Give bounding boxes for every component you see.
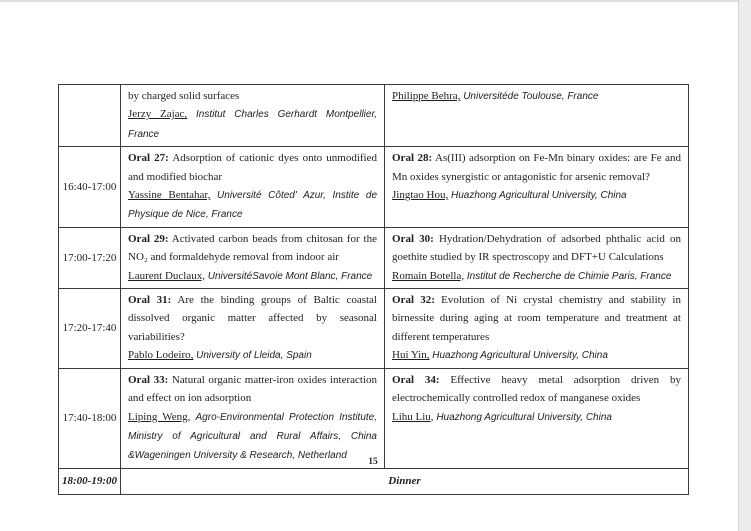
talk-title-text: Adsorption of cationic dyes onto unmodified and modified biochar [128, 152, 377, 183]
talk-title-text: Evolution of Ni crystal chemistry and stability in birnessite during aging at room temperature and treatment at different temperatures [392, 294, 681, 343]
session-cell [385, 368, 689, 468]
session-cell [385, 147, 689, 228]
oral-number: Oral 31: [128, 294, 172, 307]
speaker-name: Philippe Behra, [392, 90, 461, 102]
session-cell [385, 85, 689, 147]
talk-title [128, 291, 377, 346]
speaker-affiliation: Huazhong Agricultural University, China [432, 350, 608, 362]
talk-title [392, 291, 681, 346]
talk-title-text: Natural organic matter-iron oxides interaction and effect on ion adsorption [128, 373, 377, 405]
talk-speaker-line [392, 267, 681, 286]
talk-title-text: Hydration/Dehydration of adsorbed phthalic acid on goethite studied by IR spectroscopy and DFT+U Calculations [392, 232, 681, 264]
talk-title-text: Are the binding groups of Baltic coastal dissolved organic matter affected by seasonal variabilities? [128, 294, 377, 343]
session-cell [121, 289, 385, 369]
dinner-time-cell: 18:00-19:00 [59, 468, 121, 494]
oral-number: Oral 33: [128, 373, 169, 386]
time-cell: 17:00-17:20 [59, 227, 121, 288]
speaker-affiliation: Universitéde Toulouse, France [463, 91, 599, 102]
speaker-affiliation: Institut de Recherche de Chimie Paris, France [466, 270, 672, 282]
session-cell [121, 227, 385, 288]
speaker-name: Lihu Liu, [392, 410, 434, 423]
document-top-edge [0, 0, 751, 2]
speaker-affiliation: University of Lleida, Spain [196, 350, 312, 362]
speaker-name: Yassine Bentahar, [128, 189, 211, 202]
page-edge-strip [738, 0, 751, 531]
speaker-affiliation: UniversitéSavoie Mont Blanc, France [207, 270, 373, 282]
session-cell [385, 289, 689, 369]
time-cell [59, 85, 121, 147]
oral-number: Oral 34: [392, 373, 440, 386]
table-row-dinner [59, 468, 689, 494]
oral-number: Oral 28: [392, 152, 433, 165]
oral-number: Oral 29: [128, 232, 169, 245]
speaker-affiliation: Huazhong Agricultural University, China [450, 190, 627, 202]
time-cell: 17:20-17:40 [59, 289, 121, 369]
page-number: 15 [368, 457, 378, 467]
talk-title [128, 230, 377, 267]
oral-number: Oral 32: [392, 294, 435, 307]
speaker-name: Liping Weng, [128, 410, 191, 423]
speaker-name: Romain Botella, [392, 269, 465, 282]
talk-title-text: Effective heavy metal adsorption driven by electrochemically controlled redox of manganese oxides [392, 373, 681, 405]
dinner-label-cell: Dinner [121, 468, 689, 494]
session-cell [121, 147, 385, 228]
session-cell [385, 227, 689, 288]
talk-title [392, 230, 681, 267]
talk-title [128, 149, 377, 186]
talk-title [392, 371, 681, 408]
speaker-name: Hui Yin, [392, 349, 430, 362]
speaker-affiliation: Université Côted' Azur, Instite de Physique de Nice, France [128, 190, 378, 221]
talk-title [392, 149, 681, 186]
time-cell: 17:40-18:00 [59, 368, 121, 468]
talk-title-text: by charged solid surfaces [128, 90, 240, 102]
talk-speaker-line [128, 186, 377, 225]
table-row [59, 289, 689, 369]
talk-speaker-line [128, 346, 377, 365]
conference-program-table [58, 84, 689, 495]
table-row [59, 368, 689, 468]
talk-speaker-line [128, 267, 377, 286]
session-cell [121, 85, 385, 147]
speaker-affiliation: Institut Charles Gerhardt Montpellier, France [128, 109, 378, 140]
speaker-name: Jingtao Hou, [392, 189, 449, 202]
talk-speaker-line [392, 186, 681, 205]
table-row [59, 147, 689, 228]
speaker-affiliation: Huazhong Agricultural University, China [436, 411, 612, 423]
oral-number: Oral 27: [128, 152, 169, 165]
talk-speaker-line [392, 346, 681, 365]
session-cell [121, 368, 385, 468]
table-row [59, 85, 689, 147]
talk-title [128, 87, 377, 105]
speaker-name: Laurent Duclaux, [128, 269, 205, 282]
speaker-name: Pablo Lodeiro, [128, 349, 194, 362]
speaker-affiliation: Agro-Environmental Protection Institute, Ministry of Agricultural and Rural Affairs, China &Wageningen University & Research, Netherland [128, 411, 377, 462]
talk-title-text: As(III) adsorption on Fe-Mn binary oxides: are Fe and Mn oxides synergistic or antagonistic for arsenic removal? [392, 152, 681, 183]
table-row [59, 227, 689, 288]
oral-number: Oral 30: [392, 232, 434, 245]
speaker-name: Jerzy Zajac, [128, 108, 188, 121]
talk-speaker-line [392, 408, 681, 427]
talk-title [128, 371, 377, 408]
time-cell: 16:40-17:00 [59, 147, 121, 228]
talk-speaker-line [392, 87, 681, 106]
talk-title-text: Activated carbon beads from chitosan for the NO₂ and formaldehyde removal from indoor air [128, 232, 377, 264]
talk-speaker-line [128, 105, 377, 144]
